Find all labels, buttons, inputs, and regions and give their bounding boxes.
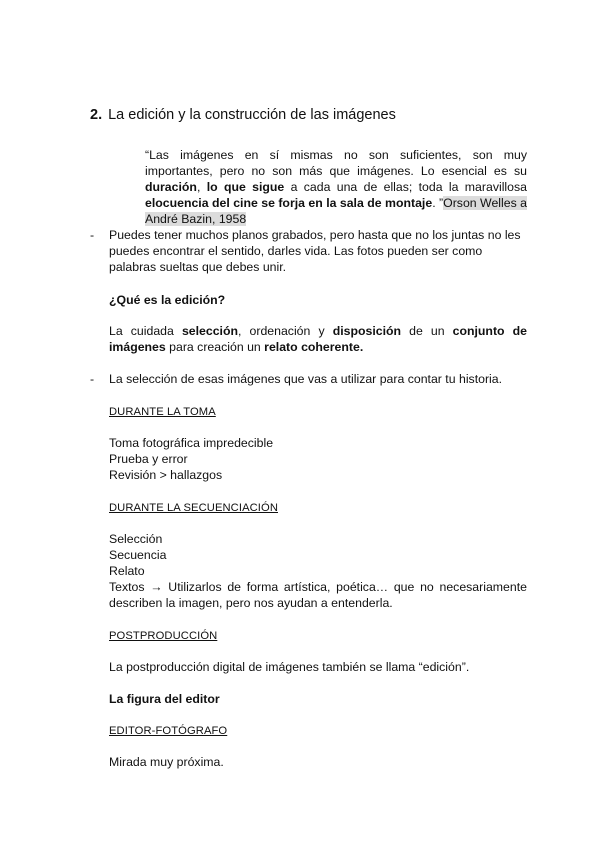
quote-bold-lo-que-sigue: lo que sigue bbox=[206, 180, 285, 194]
quote-text: , bbox=[196, 180, 207, 194]
quote-attribution: Orson Welles a André Bazin, 1958 bbox=[145, 196, 528, 226]
quote-text: a cada una de ellas; toda la maravillosa bbox=[284, 180, 527, 194]
paragraph-text: , ordenación y bbox=[238, 324, 333, 338]
subheading-editor-figure: La figura del editor bbox=[109, 692, 220, 706]
paragraph-text: La cuidada bbox=[109, 324, 182, 338]
list-line: Toma fotográfica impredecible bbox=[109, 436, 274, 450]
bold-relato: relato coherente. bbox=[264, 340, 364, 354]
list-dash: - bbox=[90, 372, 95, 386]
list-line: Revisión > hallazgos bbox=[109, 468, 223, 482]
section-title: La edición y la construcción de las imágenes bbox=[108, 107, 396, 123]
section-number: 2. bbox=[90, 107, 103, 123]
quote-text: . ” bbox=[432, 196, 444, 210]
bold-conjunto: conjunto de imágenes bbox=[109, 324, 527, 354]
definition-paragraph bbox=[109, 323, 527, 355]
list-line: Secuencia bbox=[109, 548, 167, 562]
subheading-postproduction: POSTPRODUCCIÓN bbox=[109, 630, 218, 642]
quote-bold-duracion: duración bbox=[145, 180, 197, 194]
subheading-editor-photographer: EDITOR-FOTÓGRAFO bbox=[109, 725, 228, 737]
list-dash: - bbox=[90, 228, 95, 242]
editor-photographer-text: Mirada muy próxima. bbox=[109, 755, 224, 769]
paragraph-text: de un bbox=[401, 324, 453, 338]
subheading-during-sequence: DURANTE LA SECUENCIACIÓN bbox=[109, 502, 278, 514]
subheading-during-shoot: DURANTE LA TOMA bbox=[109, 406, 216, 418]
block-quote bbox=[145, 147, 527, 227]
postproduction-text: La postproducción digital de imágenes también se llama “edición”. bbox=[109, 660, 470, 674]
list-line: Relato bbox=[109, 564, 145, 578]
section-heading bbox=[90, 106, 396, 124]
list-item-text: Puedes tener muchos planos grabados, pero hasta que no los juntas no les puedes encontrar el sentido, darles vida. Las fotos pueden ser como palabras sueltas que debes unir. bbox=[109, 228, 521, 274]
list-item bbox=[90, 371, 527, 387]
list-line: Selección bbox=[109, 532, 163, 546]
paragraph-text: para creación un bbox=[165, 340, 265, 354]
bold-seleccion: selección bbox=[181, 324, 238, 338]
quote-bold-elocuencia: elocuencia del cine se forja en la sala de montaje bbox=[145, 196, 433, 210]
quote-text: “Las imágenes en sí mismas no son suficientes, son muy importantes, pero no son más que imágenes. Lo esencial es su bbox=[145, 148, 527, 178]
subheading-what-is-editing: ¿Qué es la edición? bbox=[109, 293, 226, 307]
bold-disposicion: disposición bbox=[332, 324, 402, 338]
list-item-text: La selección de esas imágenes que vas a utilizar para contar tu historia. bbox=[109, 372, 503, 386]
list-line: Prueba y error bbox=[109, 452, 188, 466]
texts-paragraph: Textos → Utilizarlos de forma artística, poética… que no necesariamente describen la imagen, pero nos ayudan a entenderla. bbox=[109, 580, 527, 610]
list-item bbox=[90, 227, 527, 275]
